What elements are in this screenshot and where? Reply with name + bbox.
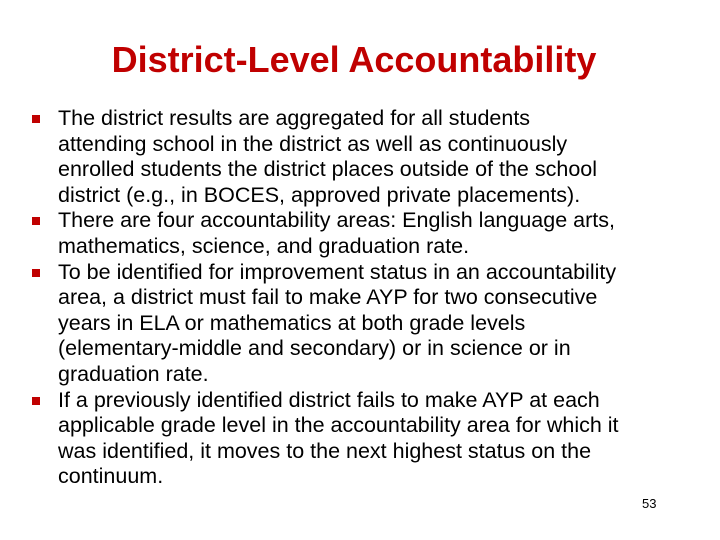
- bullet-text-line: To be identified for improvement status in an accountability: [58, 259, 617, 284]
- bullet-text-line: area, a district must fail to make AYP for two consecutive: [58, 285, 598, 310]
- bullet-text-line: applicable grade level in the accountability area for which it: [58, 413, 619, 438]
- bullet-item: [32, 388, 712, 490]
- bullet-text-line: district (e.g., in BOCES, approved private placements).: [58, 182, 581, 207]
- bullet-text-line: There are four accountability areas: English language arts,: [58, 208, 615, 233]
- slide-title: District-Level Accountability: [111, 39, 597, 80]
- bullet-text-line: If a previously identified district fails to make AYP at each: [58, 387, 600, 412]
- bullet-text-line: continuum.: [58, 464, 164, 489]
- square-bullet-icon: [32, 115, 40, 123]
- square-bullet-icon: [32, 397, 40, 405]
- bullet-text-line: attending school in the district as well as continuously: [58, 131, 568, 156]
- square-bullet-icon: [32, 217, 40, 225]
- bullet-text-line: The district results are aggregated for all students: [58, 106, 531, 130]
- square-bullet-icon: [32, 269, 40, 277]
- bullet-text-line: mathematics, science, and graduation rate.: [58, 233, 470, 258]
- page-number: 53: [642, 496, 657, 511]
- bullet-item: [32, 260, 712, 388]
- bullet-text-line: enrolled students the district places outside of the school: [58, 157, 598, 182]
- bullet-item: [32, 106, 712, 208]
- bullet-text-line: years in ELA or mathematics at both grade levels: [58, 310, 526, 335]
- bullet-text-line: was identified, it moves to the next highest status on the: [58, 438, 592, 463]
- bullet-list: [32, 106, 712, 490]
- bullet-text-line: (elementary-middle and secondary) or in science or in: [58, 336, 571, 361]
- bullet-item: [32, 208, 712, 259]
- bullet-text-line: graduation rate.: [58, 361, 209, 386]
